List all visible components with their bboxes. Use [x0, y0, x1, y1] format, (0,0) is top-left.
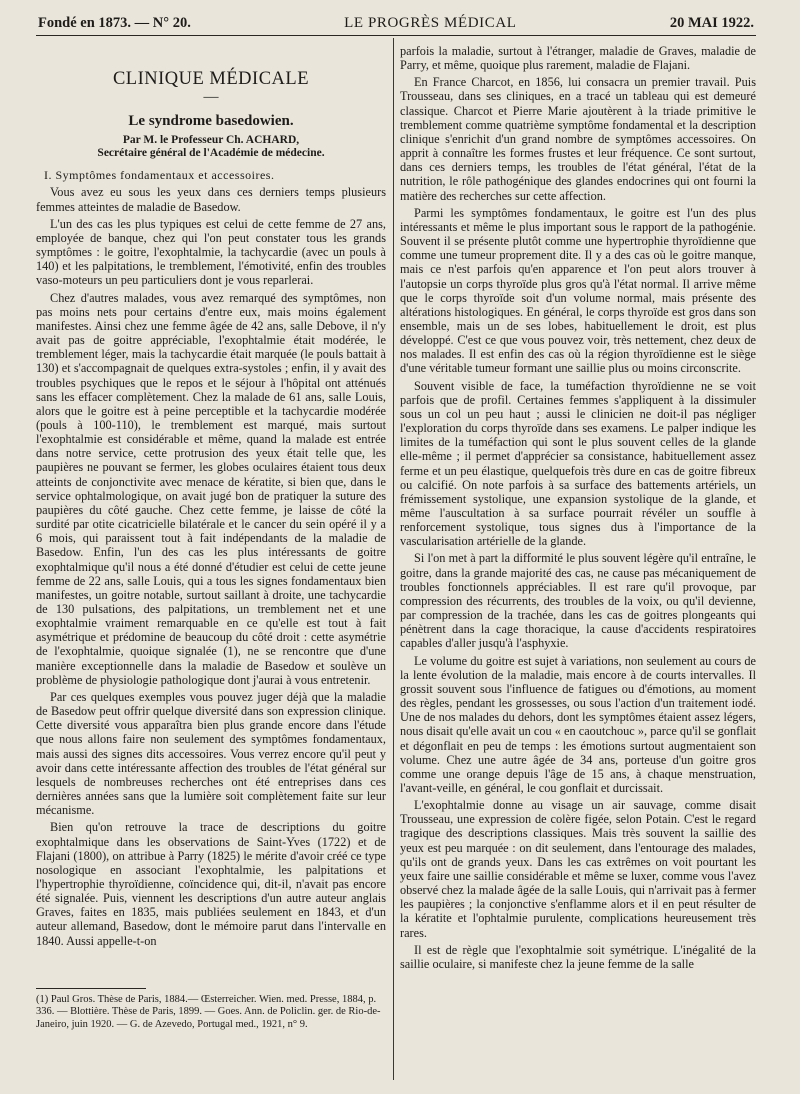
left-column	[36, 44, 386, 1080]
author-position: Secrétaire général de l'Académie de médecine.	[97, 147, 325, 160]
paragraph: Par ces quelques exemples vous pouvez juger déjà que la maladie de Basedow peut offrir quelque diversité dans son expression clinique. Cette diversité vous apparaîtra bien plus grande encore dans l'étude que nous allons faire non seulement des symptômes fondamentaux, mais aussi des signes dits accessoires. Vous verrez encore qu'il peut y avoir dans cette intéressante affection des troubles de l'état général sur lesquels de nombreuses recherches ont été entreprises dans ces dernières années sans que la lumière soit complètement faite sur leur mécanisme.	[36, 689, 386, 818]
section-title: CLINIQUE MÉDICALE	[112, 69, 310, 89]
paragraph: Parmi les symptômes fondamentaux, le goitre est l'un des plus intéressants et même le plus important sous le rapport de la pathogénie. Souvent il se présente plutôt comme une hypertrophie thyroïdienne que comme une tumeur proprement dite. Il y a des cas où le goitre manque, mais ce n'est parfois qu'en apparence et l'on peut alors trouver à l'autopsie un corps thyroïde plus gros qu'à l'état normal. Il arrive même que le corps thyroïde soit d'un volume normal, mais présente des altérations histologiques. En général, le corps thyroïde est gros dans son ensemble, mais un de ses lobes, habituellement le droit, est plus développé. C'est ce que vous pouvez voir, très nettement, chez deux de nos malades. Il est enfin des cas où la région thyroïdienne est le siège d'une véritable tumeur formant une saillie plus ou moins circonscrite.	[400, 205, 756, 376]
paragraph: En France Charcot, en 1856, lui consacra un premier travail. Puis Trousseau, dans ses cliniques, en a tracé un tableau qui est demeuré classique. Charcot et Pierre Marie ajoutèrent à la triade primitive le tremblement comme quatrième symptôme fondamental et la description clinique s'enrichit d'un grand nombre de symptômes accessoires. On apprit à connaître les formes frustes et leur fréquence. Ce sont surtout, dans ces derniers temps, les troubles de l'état général, l'état de la nutrition, le rôle pathogénique des glandes endocrines qui ont fourni la matière des recherches sur cette affection.	[400, 75, 756, 203]
paragraph: Le volume du goitre est sujet à variations, non seulement au cours de la lente évolution de la maladie, mais encore à de courts intervalles. Il grossit souvent sous l'influence de fatigues ou d'émotions, au moment des règles, pendant les grossesses, ou sous l'action d'un traitement iodé. Une de nos malades du dehors, dont les symptômes étaient assez légers, nous disait qu'elle avait un cou « en caoutchouc », parce qu'il se gonflait et dégonflait en peu de temps : les émotions surtout augmentaient son volume. Chez une autre âgée de 34 ans, porteuse d'un goitre gros comme une orange depuis l'âge de 15 ans, à chaque menstruation, l'avant-veille, en général, le cou gonflait et durcissait.	[400, 653, 756, 795]
footnote: (1) Paul Gros. Thèse de Paris, 1884.— Œsterreicher. Wien. med. Presse, 1884, p. 336. — Blottière. Thèse de Paris, 1899. — Goes. Ann. de Policlin. ger. de Rio-de-Janeiro, juin 1920. — G. de Azevedo, Portugal med., 1921, n° 9.	[36, 994, 381, 1030]
article-byline: Par M. le Professeur Ch. ACHARD,	[122, 134, 300, 147]
column-divider	[393, 38, 394, 1080]
page-header	[38, 12, 754, 34]
article-title: Le syndrome basedowien.	[128, 113, 294, 130]
footnotes	[36, 988, 386, 1031]
footnote-rule	[36, 988, 146, 989]
paragraph: Chez d'autres malades, vous avez remarqué des symptômes, non pas moins nets pour certains d'entre eux, mais moins également manifestes. Ainsi chez une femme âgée de 42 ans, salle Debove, il n'y avait pas de goitre appréciable, l'exophtalmie était modérée, le tremblement léger, mais la tachycardie était marquée (le pouls battait à 130) et s'accompagnait de quelques extra-systoles ; enfin, il y avait des troubles psychiques que le repos et le séjour à l'hôpital ont atténués sans les effacer complètement. Chez la malade de 61 ans, salle Louis, alors que le goitre est à peine perceptible et la tachycardie modérée (pouls à 100-110), le tremblement est marqué, mais surtout l'exophtalmie est considérable et même, quand la malade est entrée dans notre service, cette protrusion des yeux était telle que, les paupières ne pouvant se fermer, les globes oculaires étaient tous deux atteints de conjonctivite avec menace de kératite, si bien que, dans le service ophtalmologique, on avait jugé bon de pratiquer la suture des paupières du côté gauche. Chez cette femme, je laisse de côté la surdité par otite cicatricielle bilatérale et le cancer du sein opéré il y a 6 mois, qui paraissent tout à fait indépendants de la maladie de Basedow. Enfin, l'un des cas les plus intéressants de goitre exophtalmique qu'il nous a été donné d'étudier est celui de cette jeune femme de 22 ans, salle Louis, qui a tous les signes fondamentaux bien manifestes, un goitre notable, surtout saillant à droite, une tachycardie de 130 pulsations, des palpitations, un tremblement net et une exophtalmie vraiment remarquable en ce qu'elle est tout à fait asymétrique et prédomine de beaucoup du côté droit : cette asymétrie de l'exophtalmie, quoique signalée (1), ne se rencontre que d'une manière exceptionnelle dans la maladie de Basedow et soulève un problème de physiologie pathologique dont j'aurai à vous entretenir.	[36, 290, 386, 687]
paragraph: L'un des cas les plus typiques est celui de cette femme de 27 ans, employée de banque, chez qui l'on peut constater tous les grands symptômes : le goitre, l'exophtalmie, la tachycardie (avec un pouls à 140) et les palpitations, le tremblement, l'émotivité, enfin des troubles vaso-moteurs un peu particuliers dont je vous reparlerai.	[36, 216, 386, 288]
title-dash: —	[203, 89, 219, 106]
issue-date: 20 MAI 1922.	[669, 14, 754, 31]
paragraph: L'exophtalmie donne au visage un air sauvage, comme disait Trousseau, une expression de colère figée, selon Potain. C'est le regard tragique des descriptions classiques. Mais très souvent la saillie des yeux est peu marquée : on dit seulement, dans l'entourage des malades, qu'ils ont de grands yeux. Dans les cas extrêmes on voit pourtant les yeux faire une saillie considérable et même se luxer, comme vous l'avez observé chez la malade âgée de la salle Louis, qui n'arrivait pas à fermer les paupières ; la conjonctive s'enflamme alors et il en peut résulter de la kératite et l'ophtalmie purulente, complications heureusement très rares.	[400, 798, 756, 940]
paragraph: Bien qu'on retrouve la trace de descriptions du goitre exophtalmique dans les observations de Saint-Yves (1722) et de Flajani (1800), on attribue à Parry (1825) le mérite d'avoir créé ce type nosologique en associant l'exophtalmie, les palpitations et l'hypertrophie thyroïdienne, coïncidence qui, dit-il, n'avait pas encore été signalée. Puis, viennent les descriptions d'un autre auteur anglais Graves, faites en 1835, mais publiées seulement en 1843, et d'un auteur allemand, Basedow, dont le mémoire parut dans l'intervalle en 1840. Aussi appelle-t-on	[36, 820, 386, 948]
section-subhead: I. Symptômes fondamentaux et accessoires.	[44, 168, 275, 183]
paragraph: parfois la maladie, surtout à l'étranger, maladie de Graves, maladie de Parry, et même, quoique plus rarement, maladie de Flajani.	[400, 44, 756, 73]
paragraph: Vous avez eu sous les yeux dans ces derniers temps plusieurs femmes atteintes de maladie de Basedow.	[36, 185, 386, 214]
right-column	[400, 44, 756, 1080]
paragraph: Souvent visible de face, la tuméfaction thyroïdienne ne se voit parfois que de profil. Certaines femmes s'appliquent à la dissimuler sous un col un peu haut ; aussi le clinicien ne doit-il pas négliger l'exploration du corps thyroïde dans ses examens. Le palper indique les limites de la tuméfaction qui sont le plus souvent celles de la glande elle-même ; il permet d'apprécier sa consistance, habituellement assez ferme et un peu élastique, quelquefois très dure en cas de goitre fibreux ou calcifié. On note parfois à sa surface des battements artériels, un frémissement systolique, une expansion systolique de la glande, et même l'auscultation à sa surface pourrait révéler un souffle à renforcement systolique, tous signes dus à l'importance de la vascularisation artérielle de la glande.	[400, 378, 756, 549]
publication-title: LE PROGRÈS MÉDICAL	[344, 14, 517, 31]
header-founded-issue: Fondé en 1873. — N° 20.	[38, 14, 191, 31]
paragraph: Si l'on met à part la difformité le plus souvent légère qu'il entraîne, le goitre, dans la grande majorité des cas, ne cause pas mécaniquement de troubles fonctionnels appréciables. Il est rare qu'il provoque, par compression des récurrents, des troubles de la voix, ou qu'il devienne, par compression de la trachée, dans les cas de goitres plongeants qui pénètrent dans la cage thoracique, la cause d'accidents respiratoires capables d'aller jusqu'à l'asphyxie.	[400, 551, 756, 651]
paragraph: Il est de règle que l'exophtalmie soit symétrique. L'inégalité de la saillie oculaire, si manifeste chez la jeune femme de la salle	[400, 942, 756, 971]
header-rule	[36, 35, 756, 36]
